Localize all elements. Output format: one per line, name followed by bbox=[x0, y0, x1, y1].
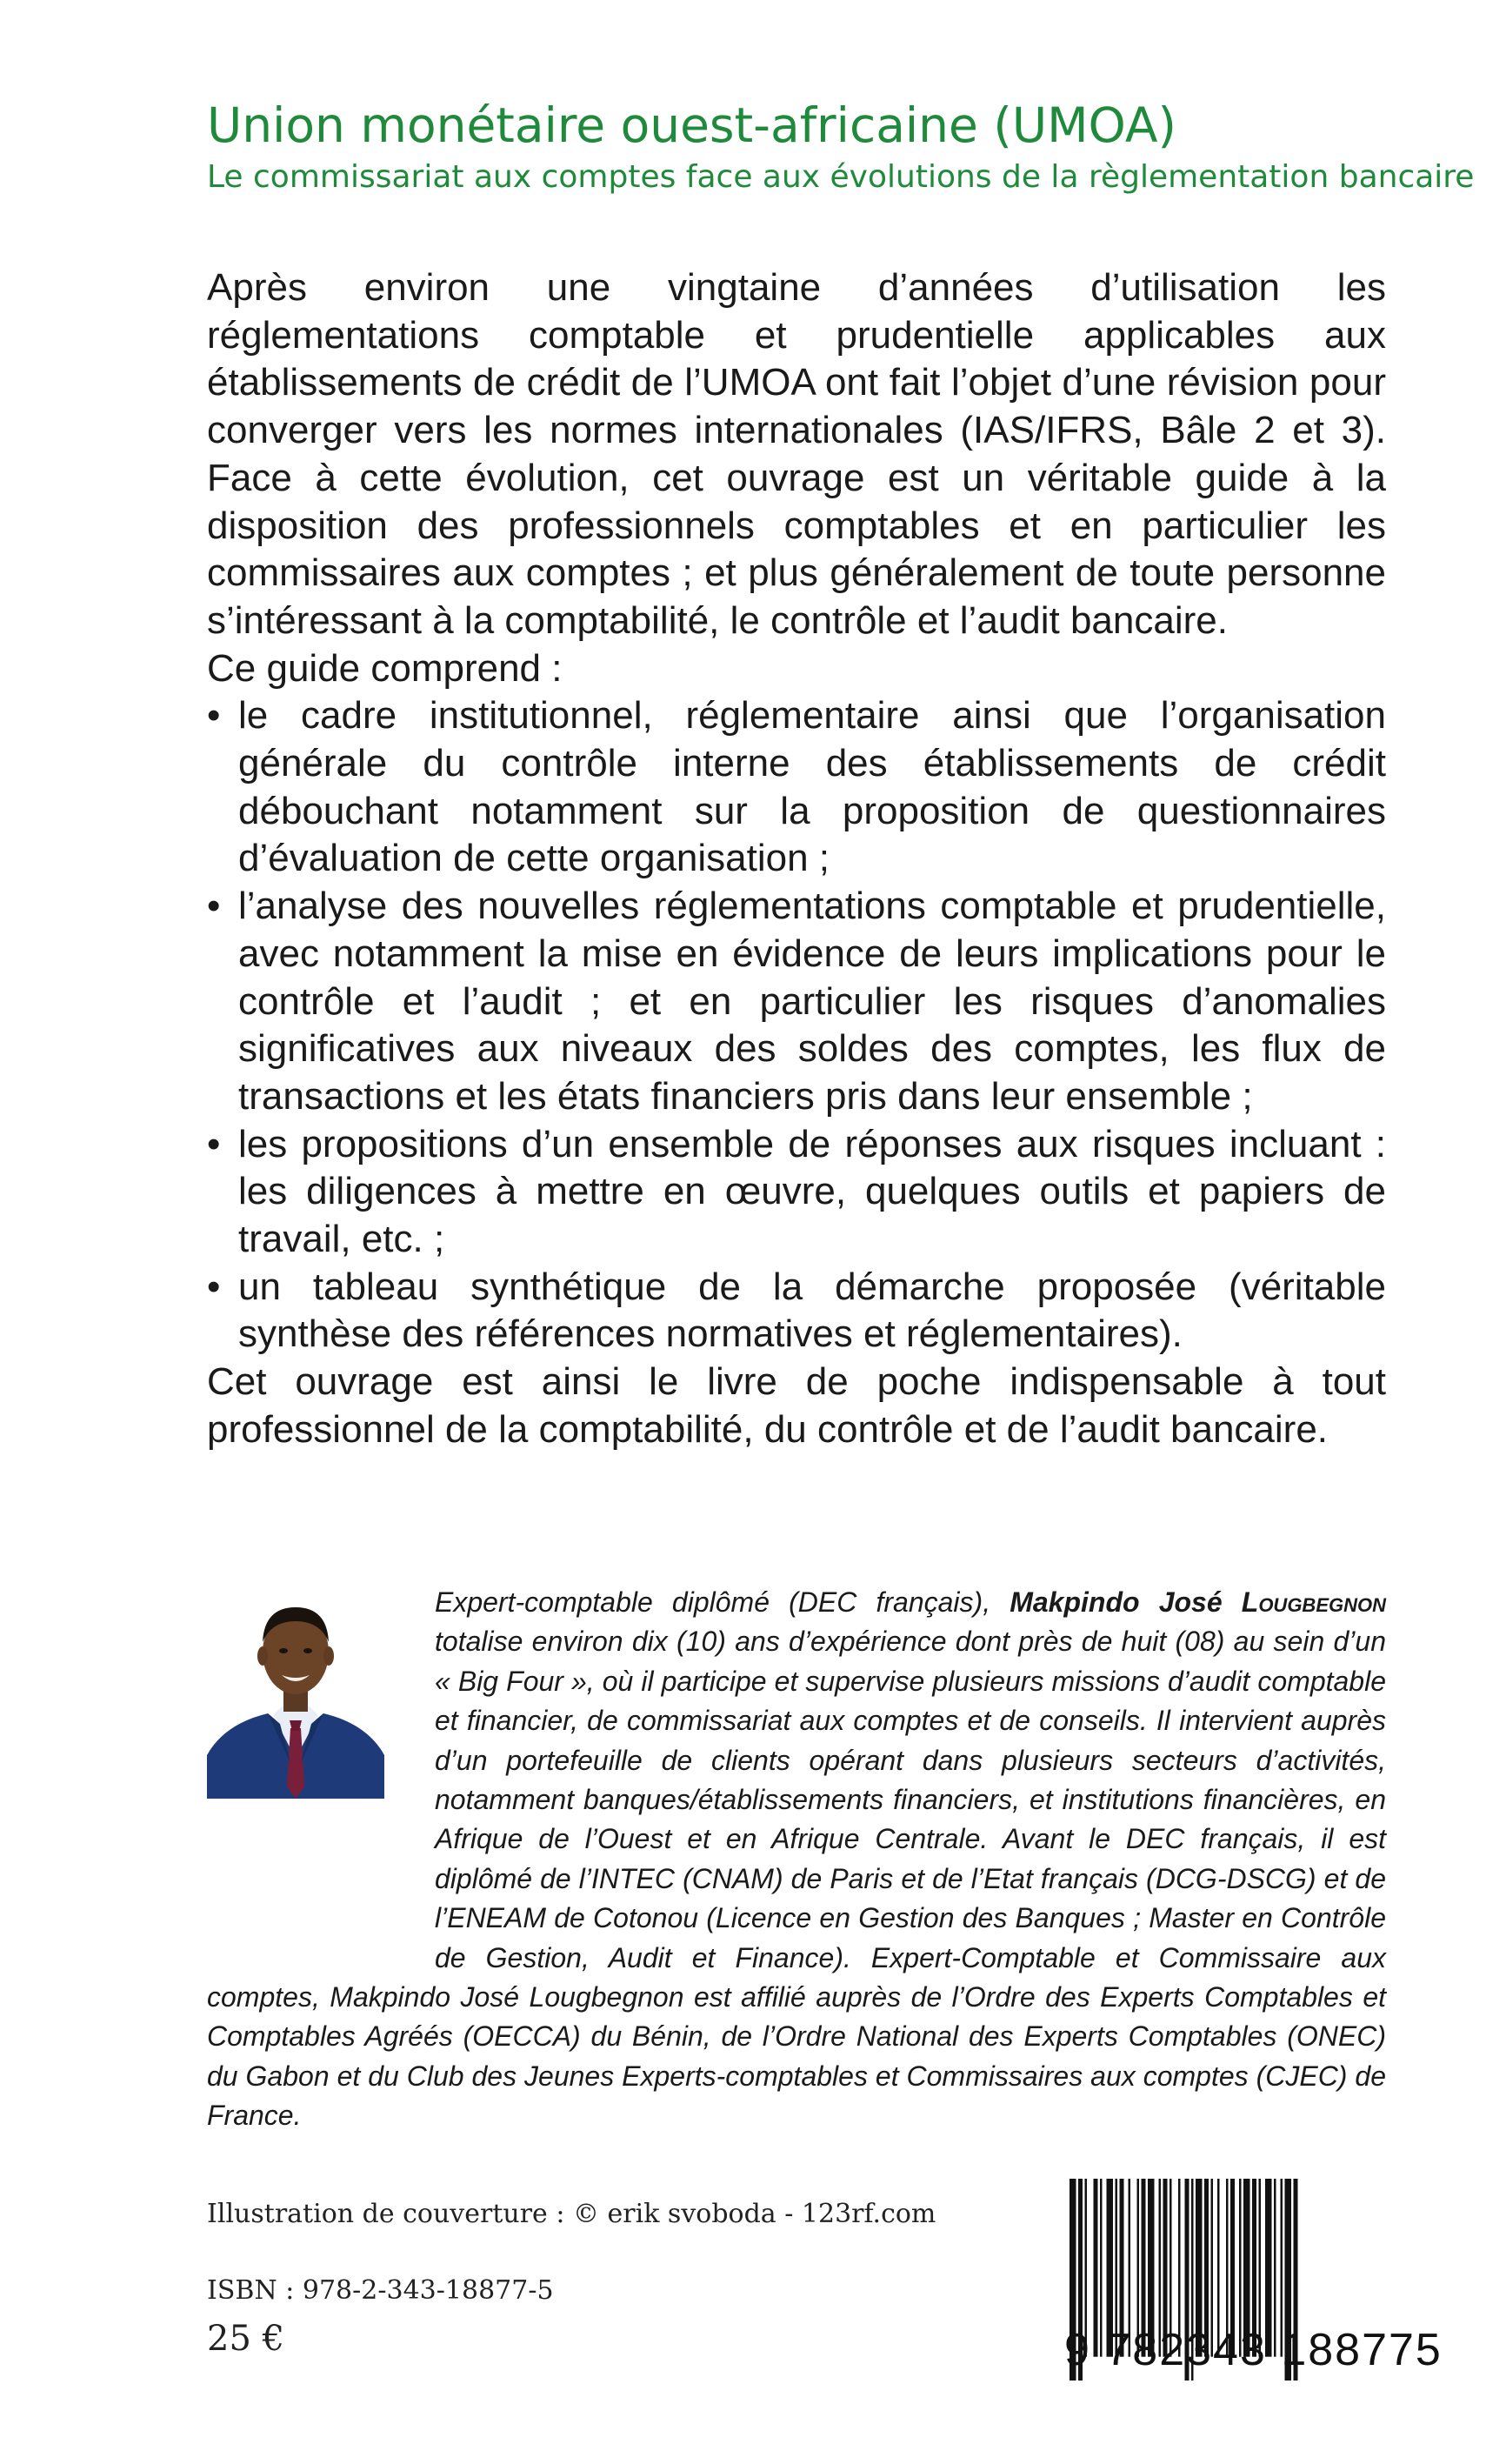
list-item-text: l’analyse des nouvelles réglementations comptable et prudentielle, avec notamment la mise en évidence de leurs implications pour le contrôle et l’audit ; et en particulier les risques d’anomalies significatives aux niveaux des soldes des comptes, les flux de transactions et les états financiers pris dans leur ensemble ; bbox=[238, 885, 1386, 1118]
blurb-conclusion: Cet ouvrage est ainsi le livre de poche indispensable à tout professionnel de la comptabilité, du contrôle et de l’audit bancaire. bbox=[207, 1360, 1386, 1451]
blurb-list bbox=[207, 692, 1386, 1359]
list-item-text: le cadre institutionnel, réglementaire ainsi que l’organisation générale du contrôle interne des établissements de crédit débouchant notamment sur la proposition de questionnaires d’évaluation de cette organisation ; bbox=[238, 694, 1386, 880]
author-bio bbox=[207, 1583, 1386, 2136]
list-item bbox=[207, 1264, 1386, 1359]
blurb-lead: Ce guide comprend : bbox=[207, 646, 563, 690]
bullet-icon: • bbox=[207, 1122, 221, 1165]
isbn: ISBN : 978-2-343-18877-5 bbox=[207, 2275, 554, 2306]
bullet-icon: • bbox=[207, 1265, 221, 1308]
back-cover-blurb bbox=[207, 264, 1386, 1454]
list-item-text: un tableau synthétique de la démarche proposée (véritable synthèse des références normatives et réglementaires). bbox=[238, 1265, 1386, 1356]
bullet-icon: • bbox=[207, 885, 221, 928]
list-item bbox=[207, 883, 1386, 1121]
book-subtitle: Le commissariat aux comptes face aux évolutions de la règlementation bancaire bbox=[207, 159, 1475, 195]
list-item bbox=[207, 1121, 1386, 1264]
barcode-digits: 9 782343 188775 bbox=[1064, 2325, 1443, 2375]
author-given-name: Makpindo José bbox=[1010, 1586, 1242, 1618]
cover-credit: Illustration de couverture : © erik svoboda - 123rf.com bbox=[207, 2199, 936, 2229]
book-title: Union monétaire ouest-africaine (UMOA) bbox=[207, 97, 1176, 153]
bullet-icon: • bbox=[207, 694, 221, 738]
author-name bbox=[1010, 1586, 1386, 1618]
price: 25 € bbox=[207, 2319, 285, 2359]
blurb-intro: Après environ une vingtaine d’années d’utilisation les réglementations comptable et prudentielle applicables aux établissements de crédit de l’UMOA ont fait l’objet d’une révision pour converger vers les normes internationales (IAS/IFRS, Bâle 2 et 3). Face à cette évolution, cet ouvrage est un véritable guide à la disposition des professionnels comptables et en particulier les commissaires aux comptes ; et plus généralement de toute personne s’intéressant à la comptabilité, le contrôle et l’audit bancaire. bbox=[207, 266, 1386, 642]
list-item bbox=[207, 692, 1386, 883]
photo-wrap-spacer bbox=[207, 1583, 435, 1974]
author-family-name: Lougbegnon bbox=[1241, 1586, 1386, 1618]
bio-rest: totalise environ dix (10) ans d’expérience dont près de huit (08) au sein d’un « Big Four », où il participe et supervise plusieurs missions d’audit comptable et financier, de commissariat aux comptes et de conseils. Il intervient auprès d’un portefeuille de clients opérant dans plusieurs secteurs d’activités, notamment banques/établissements financiers, et institutions financières, en Afrique de l’Ouest et en Afrique Centrale. Avant le DEC français, il est diplômé de l’INTEC (CNAM) de Paris et de l’Etat français (DCG-DSCG) et de l’ENEAM de Cotonou (Licence en Gestion des Banques ; Master en Contrôle de Gestion, Audit et Finance). Expert-Comptable et Commissaire aux comptes, Makpindo José Lougbegnon est affilié auprès de l’Ordre des Experts Comptables et Comptables Agréés (OECCA) du Bénin, de l’Ordre National des Experts Comptables (ONEC) du Gabon et du Club des Jeunes Experts-comptables et Commissaires aux comptes (CJEC) de France. bbox=[207, 1626, 1386, 2132]
bio-start: Expert-comptable diplômé (DEC français), bbox=[435, 1586, 1010, 1618]
list-item-text: les propositions d’un ensemble de réponses aux risques incluant : les diligences à mettre en œuvre, quelques outils et papiers de travail, etc. ; bbox=[238, 1122, 1386, 1261]
